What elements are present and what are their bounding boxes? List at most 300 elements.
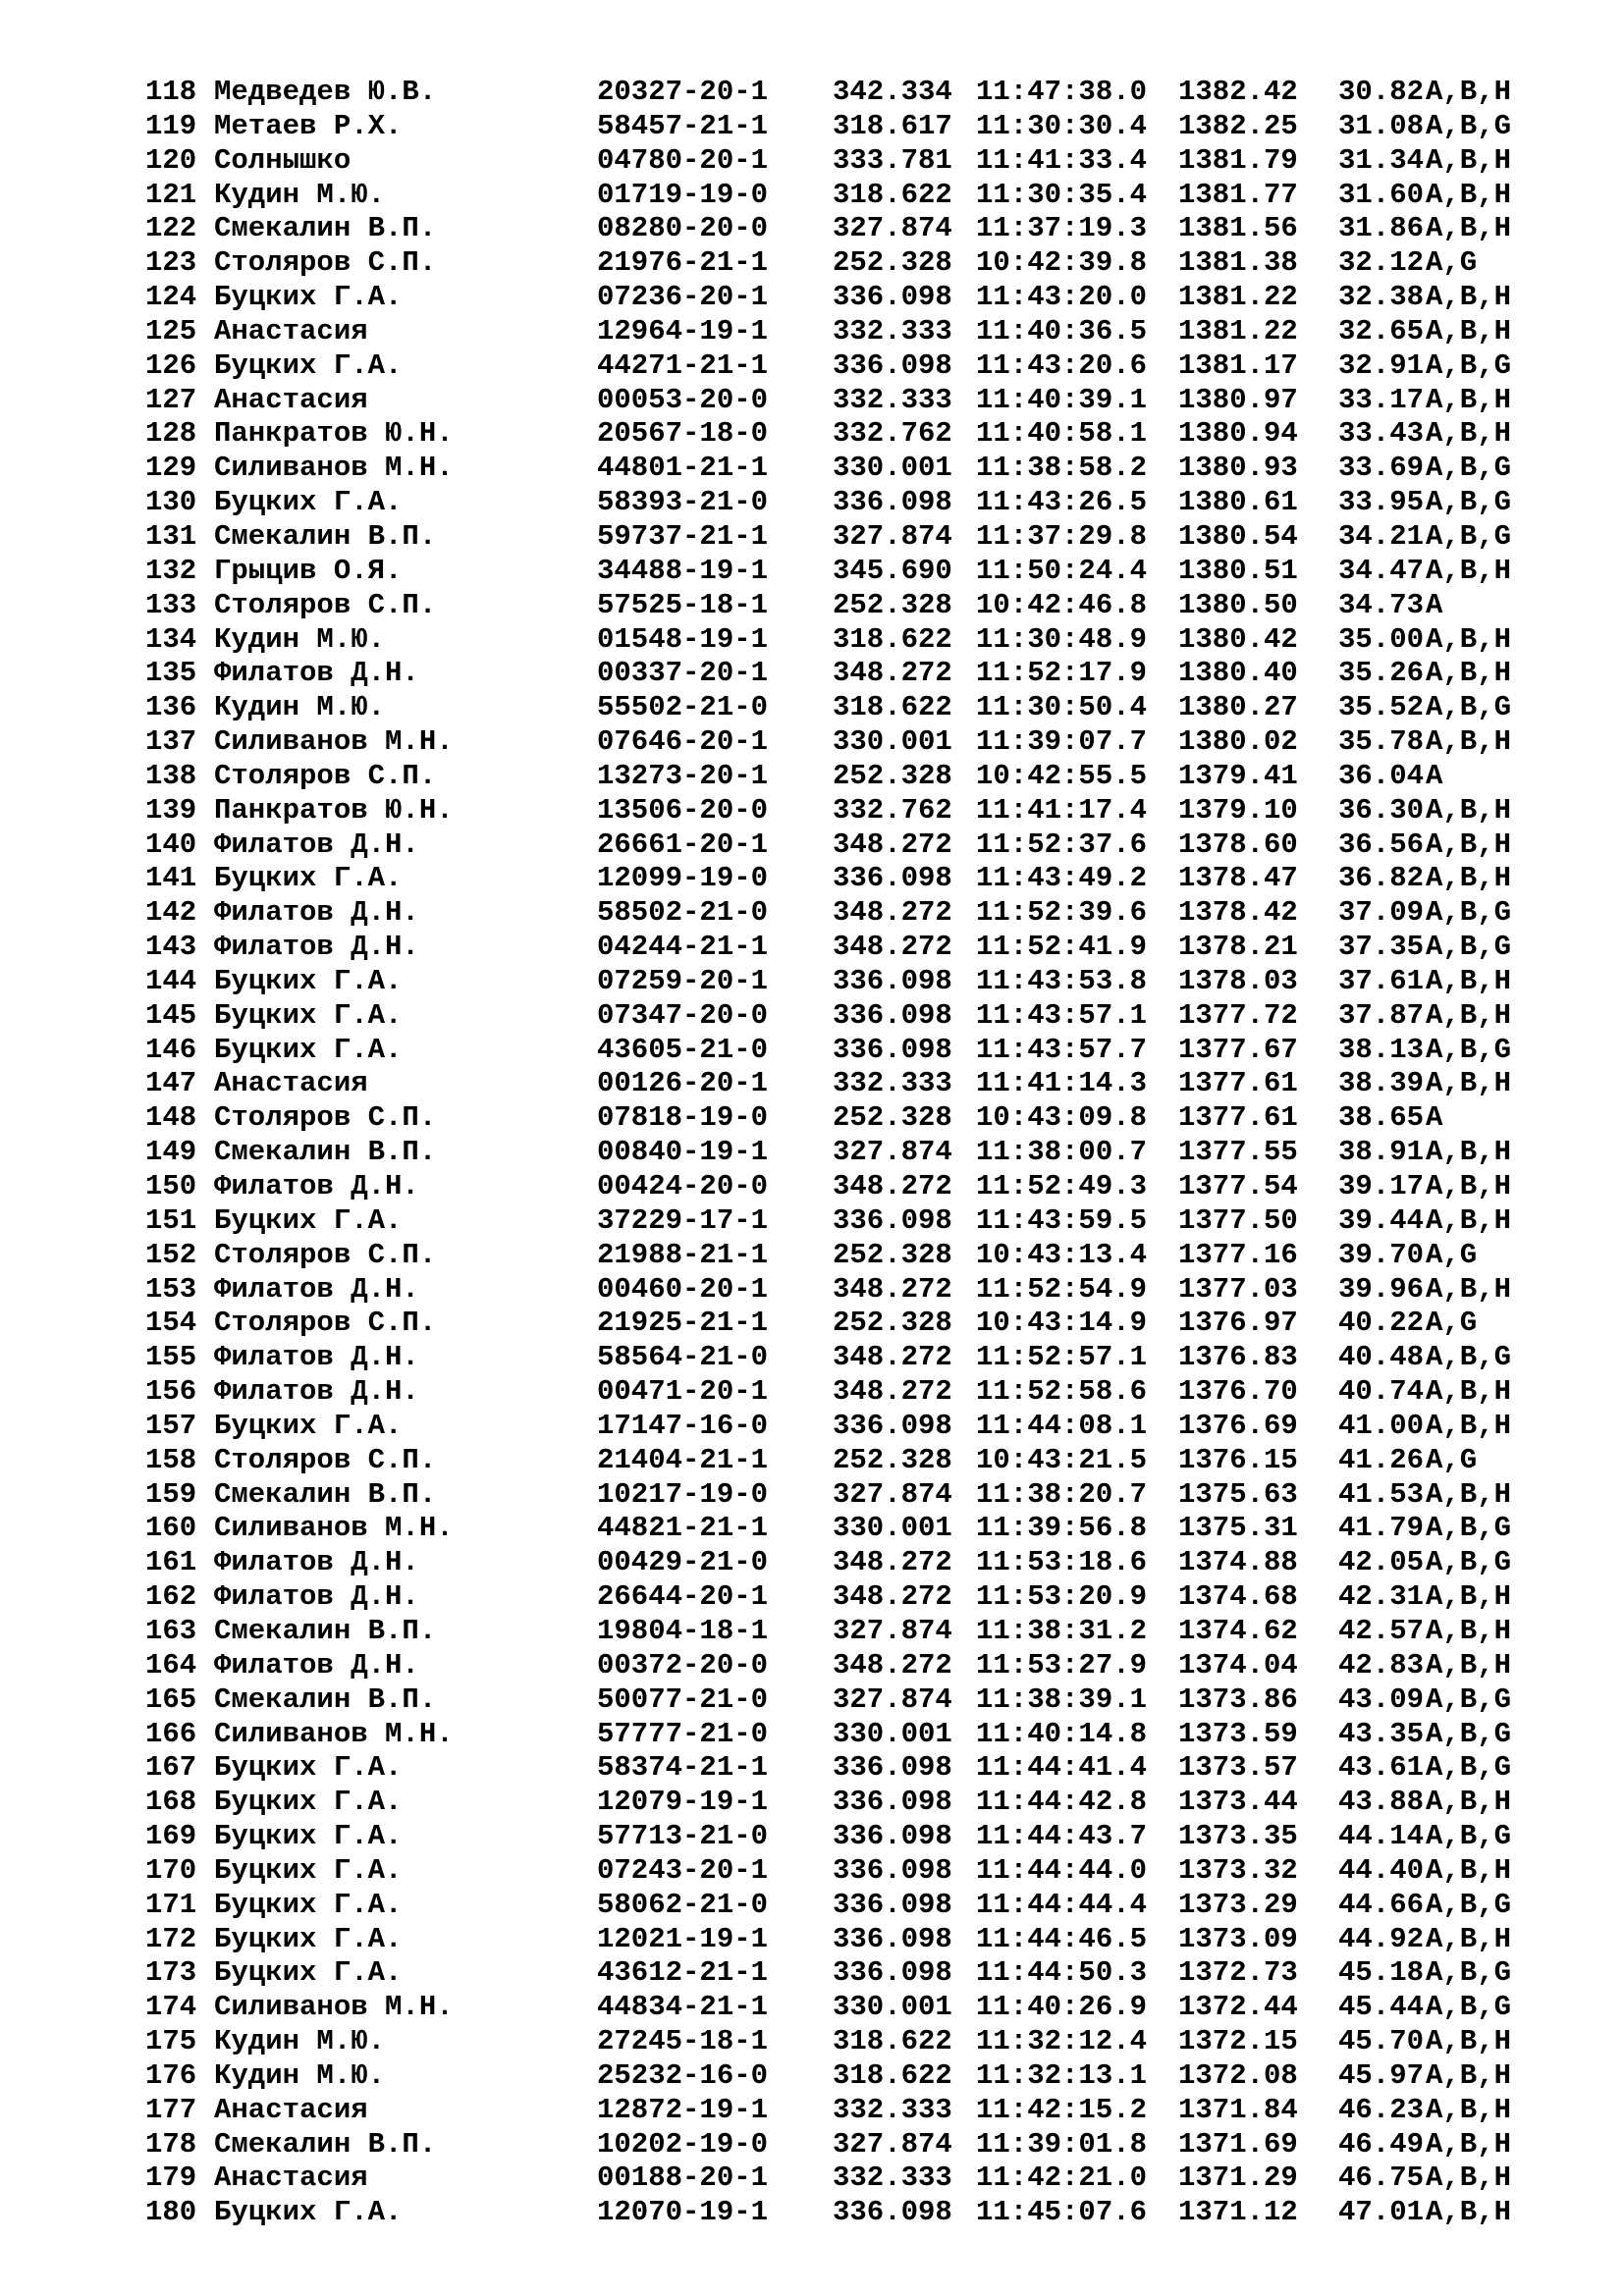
place-cell: 151: [145, 1203, 197, 1237]
ring-number-cell: 21925-21-1: [597, 1307, 769, 1340]
distance-cell: 336.098: [833, 1033, 952, 1066]
ring-number-cell: 04780-20-1: [597, 143, 769, 177]
distance-cell: 336.098: [833, 1751, 952, 1785]
distance-cell: 252.328: [833, 1443, 952, 1476]
coefficient-cell: 31.08: [1338, 109, 1425, 142]
distance-cell: 336.098: [833, 486, 952, 519]
arrival-time-cell: 11:52:49.3: [976, 1170, 1148, 1202]
ring-number-cell: 44801-21-1: [597, 452, 769, 485]
coefficient-cell: 31.86: [1338, 212, 1425, 245]
place-cell: 153: [145, 1272, 197, 1306]
place-cell: 146: [145, 1033, 197, 1066]
place-cell: 163: [145, 1614, 197, 1647]
coefficient-cell: 37.61: [1338, 964, 1425, 997]
speed-cell: 1373.44: [1178, 1786, 1298, 1819]
table-row: [145, 246, 1549, 281]
fancier-name-cell: Столяров С.П.: [214, 1307, 437, 1340]
arrival-time-cell: 11:40:26.9: [976, 1991, 1148, 2024]
arrival-time-cell: 11:50:24.4: [976, 554, 1148, 587]
place-cell: 140: [145, 828, 197, 861]
speed-cell: 1374.04: [1178, 1648, 1298, 1682]
speed-cell: 1372.08: [1178, 2058, 1298, 2092]
ring-number-cell: 43605-21-0: [597, 1033, 769, 1066]
categories-cell: A,B,G: [1426, 109, 1512, 142]
fancier-name-cell: Кудин М.Ю.: [214, 691, 386, 724]
distance-cell: 330.001: [833, 1991, 952, 2024]
table-row: [145, 2025, 1549, 2059]
arrival-time-cell: 11:41:17.4: [976, 793, 1148, 827]
fancier-name-cell: Солнышко: [214, 143, 352, 177]
arrival-time-cell: 11:43:53.8: [976, 964, 1148, 997]
categories-cell: A,B,H: [1426, 828, 1512, 861]
table-row: [145, 1307, 1549, 1341]
table-row: [145, 2196, 1549, 2230]
coefficient-cell: 43.88: [1338, 1786, 1425, 1819]
table-row: [145, 1273, 1549, 1308]
ring-number-cell: 21404-21-1: [597, 1443, 769, 1476]
fancier-name-cell: Филатов Д.Н.: [214, 896, 419, 930]
place-cell: 136: [145, 691, 197, 724]
table-row: [145, 1751, 1549, 1786]
coefficient-cell: 43.09: [1338, 1682, 1425, 1716]
place-cell: 179: [145, 2162, 197, 2195]
categories-cell: A,B,G: [1426, 486, 1512, 519]
table-row: [145, 1136, 1549, 1170]
speed-cell: 1372.44: [1178, 1991, 1298, 2024]
arrival-time-cell: 11:44:44.0: [976, 1853, 1148, 1887]
coefficient-cell: 44.92: [1338, 1922, 1425, 1955]
arrival-time-cell: 11:52:58.6: [976, 1375, 1148, 1409]
distance-cell: 332.333: [833, 314, 952, 347]
place-cell: 178: [145, 2127, 197, 2161]
table-row: [145, 794, 1549, 828]
categories-cell: A,B,H: [1426, 2127, 1512, 2161]
speed-cell: 1378.47: [1178, 862, 1298, 895]
categories-cell: A,B,H: [1426, 1272, 1512, 1306]
speed-cell: 1378.60: [1178, 828, 1298, 861]
categories-cell: A,B,H: [1426, 1170, 1512, 1202]
distance-cell: 318.622: [833, 178, 952, 211]
fancier-name-cell: Столяров С.П.: [214, 246, 437, 280]
categories-cell: A,B,H: [1426, 1614, 1512, 1647]
distance-cell: 336.098: [833, 862, 952, 895]
place-cell: 173: [145, 1956, 197, 1990]
speed-cell: 1382.25: [1178, 109, 1298, 142]
coefficient-cell: 45.70: [1338, 2025, 1425, 2058]
fancier-name-cell: Буцких Г.А.: [214, 281, 403, 314]
arrival-time-cell: 11:30:30.4: [976, 109, 1148, 142]
coefficient-cell: 41.26: [1338, 1443, 1425, 1476]
ring-number-cell: 01719-19-0: [597, 178, 769, 211]
ring-number-cell: 00471-20-1: [597, 1375, 769, 1409]
distance-cell: 327.874: [833, 1477, 952, 1511]
table-row: [145, 1786, 1549, 1820]
fancier-name-cell: Буцких Г.А.: [214, 862, 403, 895]
ring-number-cell: 58564-21-0: [597, 1341, 769, 1374]
table-row: [145, 1478, 1549, 1513]
speed-cell: 1371.12: [1178, 2196, 1298, 2229]
arrival-time-cell: 11:43:26.5: [976, 486, 1148, 519]
ring-number-cell: 10217-19-0: [597, 1477, 769, 1511]
distance-cell: 330.001: [833, 725, 952, 759]
coefficient-cell: 35.52: [1338, 691, 1425, 724]
table-row: [145, 1410, 1549, 1444]
categories-cell: A,G: [1426, 1307, 1478, 1340]
table-row: [145, 589, 1549, 623]
speed-cell: 1381.17: [1178, 348, 1298, 382]
table-row: [145, 828, 1549, 863]
speed-cell: 1380.94: [1178, 417, 1298, 451]
categories-cell: A,B,H: [1426, 76, 1512, 108]
place-cell: 122: [145, 212, 197, 245]
categories-cell: A,B,G: [1426, 452, 1512, 485]
speed-cell: 1377.50: [1178, 1203, 1298, 1237]
table-row: [145, 1580, 1549, 1615]
arrival-time-cell: 11:41:14.3: [976, 1067, 1148, 1100]
arrival-time-cell: 11:43:20.0: [976, 281, 1148, 314]
place-cell: 169: [145, 1820, 197, 1853]
fancier-name-cell: Столяров С.П.: [214, 1101, 437, 1135]
fancier-name-cell: Столяров С.П.: [214, 588, 437, 621]
place-cell: 165: [145, 1682, 197, 1716]
table-row: [145, 315, 1549, 349]
distance-cell: 332.333: [833, 2162, 952, 2195]
ring-number-cell: 10202-19-0: [597, 2127, 769, 2161]
ring-number-cell: 12021-19-1: [597, 1922, 769, 1955]
categories-cell: A,B,G: [1426, 931, 1512, 964]
arrival-time-cell: 11:30:35.4: [976, 178, 1148, 211]
arrival-time-cell: 11:52:37.6: [976, 828, 1148, 861]
categories-cell: A,B,H: [1426, 1409, 1512, 1442]
speed-cell: 1380.40: [1178, 657, 1298, 690]
table-row: [145, 931, 1549, 965]
results-table: [145, 76, 1549, 2230]
ring-number-cell: 50077-21-0: [597, 1682, 769, 1716]
place-cell: 154: [145, 1307, 197, 1340]
coefficient-cell: 33.69: [1338, 452, 1425, 485]
place-cell: 159: [145, 1477, 197, 1511]
fancier-name-cell: Смекалин В.П.: [214, 1136, 437, 1169]
distance-cell: 348.272: [833, 657, 952, 690]
arrival-time-cell: 11:47:38.0: [976, 76, 1148, 108]
coefficient-cell: 45.44: [1338, 1991, 1425, 2024]
arrival-time-cell: 11:37:19.3: [976, 212, 1148, 245]
categories-cell: A,B,G: [1426, 1751, 1512, 1785]
arrival-time-cell: 11:30:50.4: [976, 691, 1148, 724]
distance-cell: 318.617: [833, 109, 952, 142]
categories-cell: A,B,H: [1426, 1922, 1512, 1955]
ring-number-cell: 21988-21-1: [597, 1238, 769, 1271]
distance-cell: 330.001: [833, 1512, 952, 1545]
place-cell: 134: [145, 622, 197, 656]
arrival-time-cell: 11:52:17.9: [976, 657, 1148, 690]
speed-cell: 1372.73: [1178, 1956, 1298, 1990]
fancier-name-cell: Буцких Г.А.: [214, 1853, 403, 1887]
coefficient-cell: 38.13: [1338, 1033, 1425, 1066]
place-cell: 164: [145, 1648, 197, 1682]
categories-cell: A,B,G: [1426, 348, 1512, 382]
speed-cell: 1381.79: [1178, 143, 1298, 177]
fancier-name-cell: Столяров С.П.: [214, 1443, 437, 1476]
categories-cell: A: [1426, 1101, 1443, 1135]
table-row: [145, 555, 1549, 589]
fancier-name-cell: Панкратов Ю.Н.: [214, 793, 454, 827]
coefficient-cell: 30.82: [1338, 76, 1425, 108]
place-cell: 126: [145, 348, 197, 382]
place-cell: 166: [145, 1717, 197, 1750]
place-cell: 121: [145, 178, 197, 211]
speed-cell: 1373.57: [1178, 1751, 1298, 1785]
arrival-time-cell: 11:43:57.1: [976, 998, 1148, 1032]
ring-number-cell: 00337-20-1: [597, 657, 769, 690]
fancier-name-cell: Медведев Ю.В.: [214, 76, 437, 108]
distance-cell: 336.098: [833, 348, 952, 382]
arrival-time-cell: 11:38:39.1: [976, 1682, 1148, 1716]
coefficient-cell: 38.65: [1338, 1101, 1425, 1135]
speed-cell: 1378.21: [1178, 931, 1298, 964]
place-cell: 123: [145, 246, 197, 280]
place-cell: 129: [145, 452, 197, 485]
table-row: [145, 2162, 1549, 2196]
place-cell: 172: [145, 1922, 197, 1955]
table-row: [145, 691, 1549, 725]
coefficient-cell: 42.57: [1338, 1614, 1425, 1647]
place-cell: 180: [145, 2196, 197, 2229]
table-row: [145, 212, 1549, 246]
categories-cell: A,B,H: [1426, 964, 1512, 997]
arrival-time-cell: 11:39:01.8: [976, 2127, 1148, 2161]
categories-cell: A,B,H: [1426, 2196, 1512, 2229]
speed-cell: 1381.56: [1178, 212, 1298, 245]
table-row: [145, 862, 1549, 896]
speed-cell: 1376.69: [1178, 1409, 1298, 1442]
place-cell: 130: [145, 486, 197, 519]
place-cell: 155: [145, 1341, 197, 1374]
fancier-name-cell: Анастасия: [214, 2162, 368, 2195]
place-cell: 174: [145, 1991, 197, 2024]
table-row: [145, 520, 1549, 555]
categories-cell: A,B,H: [1426, 178, 1512, 211]
table-row: [145, 1923, 1549, 1957]
categories-cell: A,B,H: [1426, 2162, 1512, 2195]
coefficient-cell: 36.82: [1338, 862, 1425, 895]
arrival-time-cell: 11:44:42.8: [976, 1786, 1148, 1819]
categories-cell: A,B,H: [1426, 998, 1512, 1032]
table-row: [145, 1239, 1549, 1273]
fancier-name-cell: Филатов Д.Н.: [214, 931, 419, 964]
distance-cell: 345.690: [833, 554, 952, 587]
table-row: [145, 1067, 1549, 1101]
categories-cell: A,B,G: [1426, 1546, 1512, 1579]
table-row: [145, 965, 1549, 999]
speed-cell: 1373.59: [1178, 1717, 1298, 1750]
place-cell: 127: [145, 383, 197, 416]
speed-cell: 1373.86: [1178, 1682, 1298, 1716]
ring-number-cell: 20567-18-0: [597, 417, 769, 451]
fancier-name-cell: Грыцив О.Я.: [214, 554, 403, 587]
speed-cell: 1373.29: [1178, 1888, 1298, 1921]
coefficient-cell: 44.14: [1338, 1820, 1425, 1853]
table-row: [145, 760, 1549, 794]
place-cell: 149: [145, 1136, 197, 1169]
distance-cell: 333.781: [833, 143, 952, 177]
fancier-name-cell: Кудин М.Ю.: [214, 178, 386, 211]
ring-number-cell: 20327-20-1: [597, 76, 769, 108]
ring-number-cell: 59737-21-1: [597, 519, 769, 553]
categories-cell: A,B,H: [1426, 1203, 1512, 1237]
ring-number-cell: 12070-19-1: [597, 2196, 769, 2229]
ring-number-cell: 26644-20-1: [597, 1580, 769, 1614]
distance-cell: 252.328: [833, 1307, 952, 1340]
coefficient-cell: 34.21: [1338, 519, 1425, 553]
categories-cell: A,B,G: [1426, 1991, 1512, 2024]
distance-cell: 348.272: [833, 1546, 952, 1579]
coefficient-cell: 38.39: [1338, 1067, 1425, 1100]
fancier-name-cell: Кудин М.Ю.: [214, 622, 386, 656]
fancier-name-cell: Буцких Г.А.: [214, 1203, 403, 1237]
ring-number-cell: 58502-21-0: [597, 896, 769, 930]
distance-cell: 336.098: [833, 1956, 952, 1990]
arrival-time-cell: 11:32:13.1: [976, 2058, 1148, 2092]
distance-cell: 332.762: [833, 417, 952, 451]
ring-number-cell: 43612-21-1: [597, 1956, 769, 1990]
table-row: [145, 1375, 1549, 1410]
distance-cell: 342.334: [833, 76, 952, 108]
fancier-name-cell: Силиванов М.Н.: [214, 1512, 454, 1545]
categories-cell: A,B,G: [1426, 1341, 1512, 1374]
categories-cell: A,B,H: [1426, 383, 1512, 416]
table-row: [145, 999, 1549, 1034]
ring-number-cell: 12872-19-1: [597, 2093, 769, 2126]
place-cell: 158: [145, 1443, 197, 1476]
speed-cell: 1371.29: [1178, 2162, 1298, 2195]
place-cell: 147: [145, 1067, 197, 1100]
coefficient-cell: 44.40: [1338, 1853, 1425, 1887]
coefficient-cell: 40.74: [1338, 1375, 1425, 1409]
ring-number-cell: 34488-19-1: [597, 554, 769, 587]
ring-number-cell: 04244-21-1: [597, 931, 769, 964]
distance-cell: 336.098: [833, 281, 952, 314]
distance-cell: 327.874: [833, 1614, 952, 1647]
arrival-time-cell: 11:44:46.5: [976, 1922, 1148, 1955]
coefficient-cell: 32.91: [1338, 348, 1425, 382]
fancier-name-cell: Филатов Д.Н.: [214, 1170, 419, 1202]
coefficient-cell: 31.60: [1338, 178, 1425, 211]
distance-cell: 327.874: [833, 212, 952, 245]
table-row: [145, 623, 1549, 658]
coefficient-cell: 35.26: [1338, 657, 1425, 690]
place-cell: 124: [145, 281, 197, 314]
speed-cell: 1371.84: [1178, 2093, 1298, 2126]
coefficient-cell: 41.53: [1338, 1477, 1425, 1511]
table-row: [145, 1854, 1549, 1889]
distance-cell: 348.272: [833, 1341, 952, 1374]
coefficient-cell: 45.97: [1338, 2058, 1425, 2092]
ring-number-cell: 13273-20-1: [597, 759, 769, 792]
ring-number-cell: 07818-19-0: [597, 1101, 769, 1135]
distance-cell: 318.622: [833, 2058, 952, 2092]
fancier-name-cell: Буцких Г.А.: [214, 1033, 403, 1066]
coefficient-cell: 39.96: [1338, 1272, 1425, 1306]
arrival-time-cell: 11:43:57.7: [976, 1033, 1148, 1066]
fancier-name-cell: Силиванов М.Н.: [214, 1991, 454, 2024]
ring-number-cell: 00424-20-0: [597, 1170, 769, 1202]
place-cell: 128: [145, 417, 197, 451]
fancier-name-cell: Смекалин В.П.: [214, 519, 437, 553]
fancier-name-cell: Буцких Г.А.: [214, 2196, 403, 2229]
categories-cell: A,B,H: [1426, 143, 1512, 177]
speed-cell: 1373.09: [1178, 1922, 1298, 1955]
distance-cell: 348.272: [833, 1170, 952, 1202]
table-row: [145, 417, 1549, 452]
categories-cell: A,B,H: [1426, 1477, 1512, 1511]
fancier-name-cell: Буцких Г.А.: [214, 964, 403, 997]
table-row: [145, 1718, 1549, 1752]
distance-cell: 318.622: [833, 622, 952, 656]
distance-cell: 348.272: [833, 1272, 952, 1306]
table-row: [145, 179, 1549, 213]
fancier-name-cell: Смекалин В.П.: [214, 1682, 437, 1716]
categories-cell: A,B,H: [1426, 862, 1512, 895]
speed-cell: 1380.02: [1178, 725, 1298, 759]
speed-cell: 1378.42: [1178, 896, 1298, 930]
coefficient-cell: 39.70: [1338, 1238, 1425, 1271]
coefficient-cell: 32.65: [1338, 314, 1425, 347]
speed-cell: 1381.77: [1178, 178, 1298, 211]
coefficient-cell: 39.17: [1338, 1170, 1425, 1202]
speed-cell: 1371.69: [1178, 2127, 1298, 2161]
coefficient-cell: 39.44: [1338, 1203, 1425, 1237]
fancier-name-cell: Смекалин В.П.: [214, 2127, 437, 2161]
ring-number-cell: 08280-20-0: [597, 212, 769, 245]
table-row: [145, 1170, 1549, 1204]
fancier-name-cell: Смекалин В.П.: [214, 1614, 437, 1647]
table-row: [145, 1034, 1549, 1068]
categories-cell: A,B,H: [1426, 657, 1512, 690]
table-row: [145, 1546, 1549, 1580]
fancier-name-cell: Анастасия: [214, 2093, 368, 2126]
place-cell: 119: [145, 109, 197, 142]
speed-cell: 1377.72: [1178, 998, 1298, 1032]
speed-cell: 1374.68: [1178, 1580, 1298, 1614]
fancier-name-cell: Буцких Г.А.: [214, 1820, 403, 1853]
fancier-name-cell: Буцких Г.А.: [214, 486, 403, 519]
ring-number-cell: 00188-20-1: [597, 2162, 769, 2195]
categories-cell: A,B,G: [1426, 1820, 1512, 1853]
categories-cell: A,G: [1426, 246, 1478, 280]
distance-cell: 332.333: [833, 2093, 952, 2126]
distance-cell: 336.098: [833, 2196, 952, 2229]
speed-cell: 1372.15: [1178, 2025, 1298, 2058]
fancier-name-cell: Буцких Г.А.: [214, 1751, 403, 1785]
table-row: [145, 486, 1549, 520]
categories-cell: A,B,H: [1426, 1786, 1512, 1819]
table-row: [145, 281, 1549, 315]
arrival-time-cell: 11:44:43.7: [976, 1820, 1148, 1853]
arrival-time-cell: 11:32:12.4: [976, 2025, 1148, 2058]
speed-cell: 1376.15: [1178, 1443, 1298, 1476]
distance-cell: 252.328: [833, 1238, 952, 1271]
distance-cell: 252.328: [833, 246, 952, 280]
ring-number-cell: 07243-20-1: [597, 1853, 769, 1887]
speed-cell: 1380.54: [1178, 519, 1298, 553]
coefficient-cell: 36.56: [1338, 828, 1425, 861]
ring-number-cell: 21976-21-1: [597, 246, 769, 280]
coefficient-cell: 46.75: [1338, 2162, 1425, 2195]
place-cell: 175: [145, 2025, 197, 2058]
ring-number-cell: 58457-21-1: [597, 109, 769, 142]
place-cell: 120: [145, 143, 197, 177]
